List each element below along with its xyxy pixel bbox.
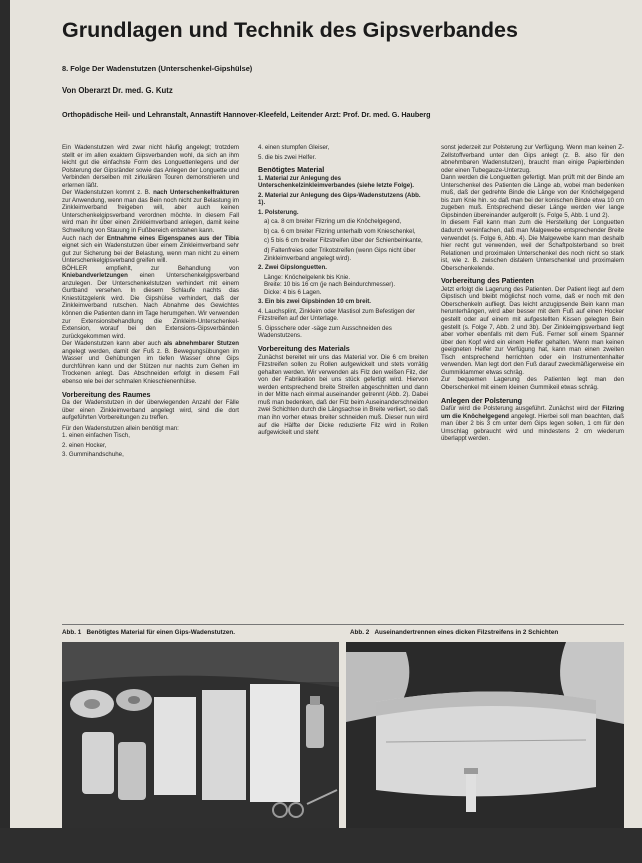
list-item: 2. einen Hocker, xyxy=(62,441,107,449)
paragraph: BÖHLER empfiehlt, zur Behandlung von Kniebandverletzungen einen Unterschenkelgipsverband anzulegen. Der Unterschenkelstutzen verhindert mit einem Gurtband versehen. In diesem Schlaufe nachts das Kniestützgelenk wird. Die Gipshülse verhindert, daß der Zinkleimverband rutschen. Nach Abnahme des Gewichtes können die Patienten dann im Tage herumgehen. Wir verwenden zur Extensionsbehandlung die Zinkleim-Unterschenkel-Extension, worauf bei den Extensions-Gipsverbänden zurückgekommen wird. xyxy=(62,264,239,340)
paragraph: Ein Wadenstutzen wird zwar nicht häufig angelegt; trotzdem stellt er im allen exaktem Gipsverbanden wohl, da sich an ihm leicht gut die einfachste Form des Longuettenlegens und der Polsterung der Gipsränder sowie das Anlegen der Longuette und Verbinden derselben mit zirkulären Touren demonstrieren und erlernen läßt. xyxy=(62,144,239,189)
list-item: 5. die bis zwei Helfer. xyxy=(258,153,317,161)
author-line: Von Oberarzt Dr. med. G. Kutz xyxy=(62,86,173,95)
material-list xyxy=(258,175,428,340)
list-item: 3. Ein bis zwei Gipsbinden 10 cm breit. xyxy=(258,298,371,306)
list-item: 1. einen einfachen Tisch, xyxy=(62,432,130,440)
figure-divider xyxy=(62,624,624,625)
section-heading: Vorbereitung des Raumes xyxy=(62,389,151,399)
section-heading: Anlegen der Polsterung xyxy=(441,395,523,405)
paragraph: sonst jederzeit zur Polsterung zur Verfügung. Wenn man keinen Z-Zellstoffverband unter den Gips anlegt (z. B. also für den abnehmbaren Wadenstutzen), braucht man einige Papierbinden oder einen Tubegauze-Unterzug. xyxy=(441,144,624,174)
list-item: d) Faltenfreies oder Trikotstreifen (wenn Gips nicht über Zinkleimverband angelegt wird). xyxy=(264,247,416,262)
list-item: 3. Gummihandschuhe, xyxy=(62,451,124,459)
list-item: Breite: 10 bis 16 cm (je nach Beindurchmesser). xyxy=(264,281,396,289)
paragraph: Zur bequemen Lagerung des Patienten legt man den Oberschenkel mit einem kleinen Gummikeil etwas schräg. xyxy=(441,376,624,391)
paragraph: Dann werden die Longuetten gefertigt. Man prüft mit der Binde am Unterschenkel des Patienten die Länge ab, wobei man bedenken muß, daß der gedrehte Binde die Länge von der Knöchelgegend bis zum Knie hin. so daß man bei der konischen Binde etwa 10 cm zugeben muß. Entsprechend dieser Länge werden vier lange Gipsbinden übereinander aufgerollt (s. Folge 5, Abb. 1 und 2). xyxy=(441,174,624,219)
column-2 xyxy=(258,144,428,437)
column-1 xyxy=(62,144,239,461)
equipment-list-continued xyxy=(258,144,428,161)
paragraph: Jetzt erfolgt die Lagerung des Patienten. Der Patient liegt auf dem Gipstisch und bleibt möglichst noch vorne, daß er noch mit den Oberschenkeln aufliegt. Das leicht anzugipsende Bein kann man herunterhängen, wird aber besser mit dem Fuß auf einen Hocker gestellt oder auf einem mit aufgestellten Kissen gelegten Bein gestellt (s. Folge 7, Abb. 2 und 3b). Der Zinkleimgipsverband liegt aber vorher ebenfalls mit dem Fuß. Ferner soll einem Spanner über den Kopf wird ein einem Helfer gehalten. Wenn man keinen geeigneten Helfer zur Verfügung hat, kann man einen zweiten Tisch entsprechend herrichten oder ein Instrumentenhalter verwenden. Man legt dort den Fuß darauf zweckmäßigerweise ein Gummiklammer etwas schräg. xyxy=(441,285,624,376)
section-heading: Vorbereitung des Materials xyxy=(258,344,350,354)
series-line: 8. Folge Der Wadenstutzen (Unterschenkel-Gipshülse) xyxy=(62,64,253,73)
list-item: 2. Zwei Gipslonguetten. xyxy=(258,264,327,272)
figure-1-photo xyxy=(62,642,339,828)
paragraph: Dafür wird die Polsterung ausgeführt. Zunächst wird der Filzring um die Knöchelgegend angelegt. Hierbei soll man beachten, daß man über 2 bis 3 cm unter dem Gips legen sollen, 1 cm für den Umschlag gebraucht wird und mindestens 2 cm wiederum überlappt werden. xyxy=(441,405,624,443)
list-item: 2. Material zur Anlegung des Gips-Wadenstutzens (Abb. 1). xyxy=(258,191,421,207)
paragraph: Auch nach der Entnahme eines Eigenspanes aus der Tibia eignet sich ein Wadenstutzen über einem Zinkleimverband sehr gut zur Sicherung bei der Belastung, wenn man nicht zu einem Unterschenkelgipsverband greifen will. xyxy=(62,234,239,265)
list-item: 1. Material zur Anlegung des Unterschenkelzinkleimverbandes (siehe letzte Folge). xyxy=(258,174,414,190)
paragraph: In diesem Fall kann man zum die Herstellung der Longuetten dadurch vereinfachen, daß man Malgewebe entsprechender Breite verwendet (s. Folge 6, Abb. 4). Die Malgewebe kann man deshalb hier recht gut verwenden, weil der Schaftpolsterband so breit Relationen und proximalen Unterschenkel des noch nicht so stark ist, wie z. B. zwischen distalem Unterschenkel und proximalem Oberschenkelende. xyxy=(441,219,624,272)
equipment-list xyxy=(62,432,239,459)
paragraph: Zunächst bereitet wir uns das Material vor. Die 6 cm breiten Filzstreifen sollen zu Rollen aufgewickelt und stets vorrätig gehalten werden. Wir verwenden als Filz den weißen Filz, der von der Fabrikation bei uns stück gefertigt wird. Hiervon werden entsprechend breite Streifen abgeschnitten und dann in der Mitte nach einmal auseinander getrennt (Abb. 2). Dabei muß man bedenken, daß der Filz beim Auseinanderschneiden zwei Schichten durch die Längsachse in Breite verliert, so daß man ihn vorher etwas breiter schneiden muß. Dieser nun wird auf die Hälfte der Dicke reduzierte Filz wird in Rollen aufgewickelt und steht xyxy=(258,353,428,437)
figure-2-photo xyxy=(346,642,624,828)
paragraph: Da der Wadenstutzen in der überwiegenden Anzahl der Fälle über einen Zinkleimverband angelegt wird, sind die dort aufgeführten Vorbereitungen zu treffen. xyxy=(62,399,239,422)
list-item: 4. Lauchsplint, Zinkleim oder Mastisol zum Befestigen der Filzstreifen auf der Unterlage. xyxy=(258,307,416,323)
scan-bottom-band xyxy=(0,828,642,863)
list-item: Dicke: 4 bis 6 Lagen. xyxy=(264,288,322,296)
affiliation-line: Orthopädische Heil- und Lehranstalt, Annastift Hannover-Kleefeld, Leitender Arzt: Prof. Dr. med. G. Hauberg xyxy=(62,110,431,119)
section-heading: Vorbereitung des Patienten xyxy=(441,276,534,286)
list-item: 5. Gipsschere oder -säge zum Ausschneiden des Wadenstutzens. xyxy=(258,324,392,340)
article-title: Grundlagen und Technik des Gipsverbandes xyxy=(62,18,518,42)
list-item: a) ca. 8 cm breiter Filzring um die Knöchelgegend, xyxy=(264,218,402,226)
column-3 xyxy=(441,144,624,443)
list-item: 1. Polsterung. xyxy=(258,208,299,216)
paragraph: Für den Wadenstutzen allein benötigt man: xyxy=(62,424,179,432)
figure-1-caption: Abb. 1 Benötigtes Material für einen Gips-Wadenstutzen. xyxy=(62,629,235,636)
scan-left-edge xyxy=(0,0,10,863)
list-item: b) ca. 6 cm breiter Filzring unterhalb vom Knieschenkel, xyxy=(264,227,416,235)
list-item: 4. einen stumpfen Gleiser, xyxy=(258,144,330,151)
figure-2-caption: Abb. 2 Auseinandertrennen eines dicken Filzstreifens in 2 Schichten xyxy=(350,629,559,636)
list-item: Länge: Knöchelgelenk bis Knie. xyxy=(264,273,351,281)
paragraph: Der Wadenstutzen kann aber auch als abnehmbarer Stutzen angelegt werden, damit der Fuß z. B. Bewegungsübungen im Wasser und Gehübungen im tiefen Wasser ohne Gips durchführen kann und der Stützen nur nachts zum Gehen im Trockenen anlegt. Das Abschneiden erfolgt in diesem Fall ebenso wie bei der schmalen Knieschienenhülse. xyxy=(62,340,239,385)
section-heading: Benötigtes Material xyxy=(258,165,325,175)
paragraph: Der Wadenstutzen kommt z. B. nach Unterschenkelfrakturen zur Anwendung, wenn man das Bein noch nicht zur Belastung im Zinkleimverband freigeben will, aber auch keinen Unterschenkelgipsverband verordnen möchte. In diesem Fall wird man ihr über einen Zinkleimverband anlegen, damit keine Schwellung von Stauung in Fußbereich entstehen kann. xyxy=(62,189,239,235)
list-item: c) 5 bis 6 cm breiter Filzstreifen über der Schienbeinkante, xyxy=(264,237,423,245)
